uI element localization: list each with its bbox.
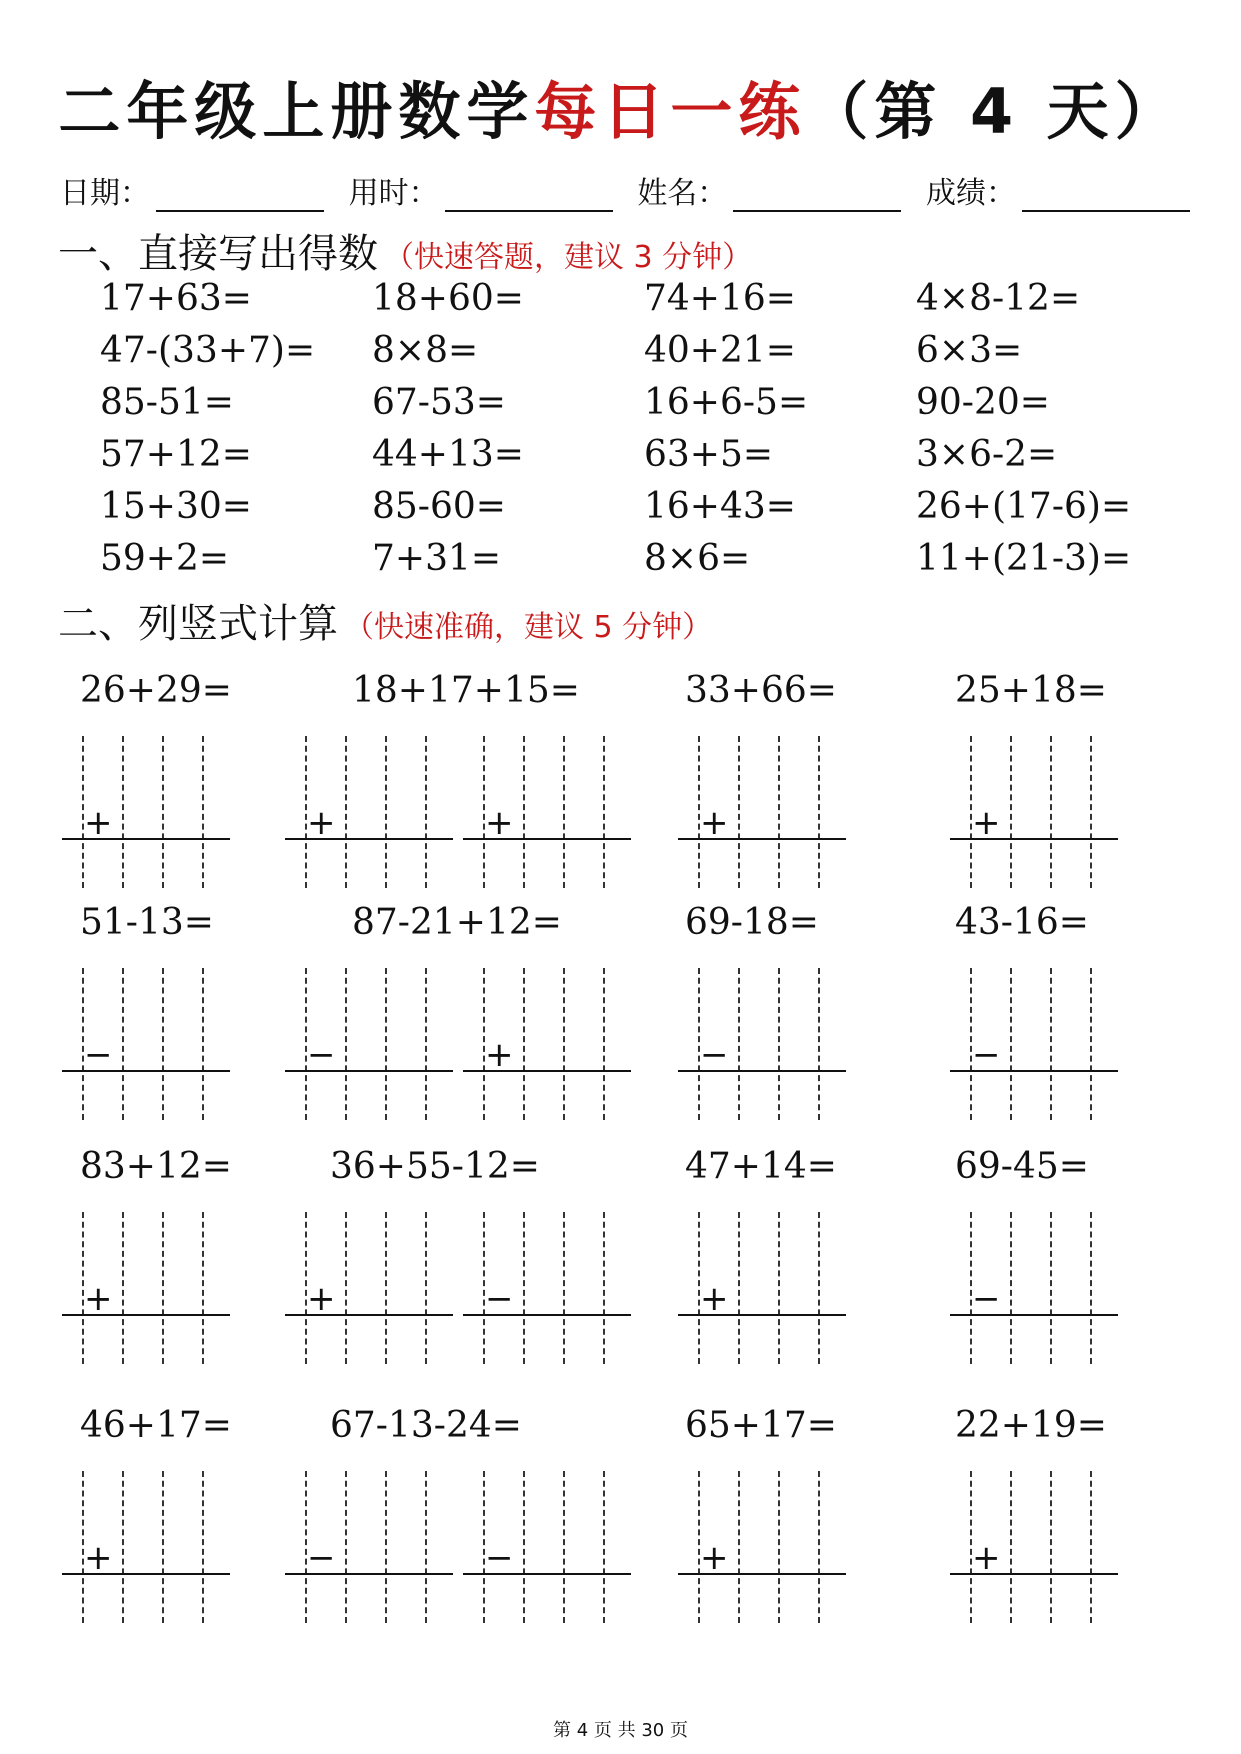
title-main: 二年级上册数学 — [58, 75, 535, 148]
vertical-problem: 69-45= — [955, 1146, 1089, 1187]
operator-sign: − — [307, 1035, 336, 1075]
oral-problem: 15+30= — [100, 486, 252, 527]
vertical-grid-box[interactable] — [950, 1471, 1118, 1623]
worksheet-title — [0, 62, 1241, 151]
grid-dashed-line — [345, 968, 347, 1120]
grid-dashed-line — [122, 1212, 124, 1364]
grid-dashed-line — [122, 1471, 124, 1623]
operator-sign: + — [700, 803, 729, 843]
oral-problem: 3×6-2= — [916, 434, 1058, 475]
grid-dashed-line — [385, 1212, 387, 1364]
grid-dashed-line — [385, 1471, 387, 1623]
oral-problem: 47-(33+7)= — [100, 330, 316, 371]
grid-dashed-line — [425, 1471, 427, 1623]
grid-dashed-line — [778, 1471, 780, 1623]
vertical-grid-box[interactable] — [463, 1471, 631, 1623]
name-label: 姓名： — [637, 176, 728, 211]
grid-dashed-line — [523, 736, 525, 888]
operator-sign: + — [307, 803, 336, 843]
date-field — [60, 168, 324, 212]
operator-sign: − — [972, 1279, 1001, 1319]
grid-dashed-line — [563, 736, 565, 888]
section2-note: （快速准确，建议 5 分钟） — [344, 610, 713, 645]
grid-dashed-line — [202, 1212, 204, 1364]
vertical-row — [0, 670, 1241, 880]
operator-sign: + — [84, 803, 113, 843]
vertical-problem: 67-13-24= — [330, 1405, 522, 1446]
date-label: 日期： — [60, 176, 150, 211]
grid-dashed-line — [345, 1212, 347, 1364]
oral-problem: 6×3= — [916, 330, 1023, 371]
grid-dashed-line — [425, 736, 427, 888]
grid-dashed-line — [738, 1471, 740, 1623]
grid-dashed-line — [1010, 1471, 1012, 1623]
oral-problem: 90-20= — [916, 382, 1050, 423]
oral-problem: 57+12= — [100, 434, 252, 475]
section1-title: 一、直接写出得数 — [58, 231, 378, 277]
grid-dashed-line — [1090, 1212, 1092, 1364]
vertical-problem: 18+17+15= — [352, 670, 580, 711]
oral-problem: 4×8-12= — [916, 278, 1081, 319]
page-footer: 第 4 页 共 30 页 — [553, 1720, 688, 1741]
time-field — [349, 168, 613, 212]
operator-sign: + — [485, 803, 514, 843]
grid-dashed-line — [818, 1212, 820, 1364]
grid-dashed-line — [603, 1212, 605, 1364]
oral-problem: 85-51= — [100, 382, 234, 423]
score-label: 成绩： — [925, 176, 1016, 211]
grid-dashed-line — [202, 736, 204, 888]
grid-dashed-line — [523, 968, 525, 1120]
oral-problem: 8×8= — [372, 330, 479, 371]
vertical-grid-box[interactable] — [285, 736, 453, 888]
grid-dashed-line — [818, 736, 820, 888]
grid-dashed-line — [385, 736, 387, 888]
operator-sign: + — [700, 1279, 729, 1319]
vertical-grid-box[interactable] — [463, 1212, 631, 1364]
oral-problem: 59+2= — [100, 538, 230, 579]
section1-note: （快速答题，建议 3 分钟） — [384, 240, 753, 275]
vertical-problem: 83+12= — [80, 1146, 232, 1187]
vertical-grid-box[interactable] — [678, 736, 846, 888]
vertical-problem: 26+29= — [80, 670, 232, 711]
oral-problem: 11+(21-3)= — [916, 538, 1132, 579]
vertical-problem: 33+66= — [685, 670, 837, 711]
grid-dashed-line — [425, 1212, 427, 1364]
grid-dashed-line — [1010, 1212, 1012, 1364]
grid-dashed-line — [122, 736, 124, 888]
grid-dashed-line — [738, 736, 740, 888]
date-blank[interactable] — [156, 176, 324, 212]
vertical-grid-box[interactable] — [285, 1471, 453, 1623]
vertical-grid-box[interactable] — [463, 736, 631, 888]
vertical-grid-box[interactable] — [62, 968, 230, 1120]
operator-sign: − — [307, 1538, 336, 1578]
grid-dashed-line — [1050, 736, 1052, 888]
operator-sign: + — [485, 1035, 514, 1075]
grid-dashed-line — [345, 1471, 347, 1623]
oral-problem: 7+31= — [372, 538, 502, 579]
name-blank[interactable] — [733, 176, 901, 212]
vertical-grid-box[interactable] — [463, 968, 631, 1120]
vertical-problem: 87-21+12= — [352, 902, 562, 943]
grid-dashed-line — [603, 968, 605, 1120]
grid-dashed-line — [122, 968, 124, 1120]
vertical-problem: 22+19= — [955, 1405, 1107, 1446]
vertical-grid-box[interactable] — [678, 968, 846, 1120]
oral-problem: 18+60= — [372, 278, 524, 319]
grid-dashed-line — [563, 1212, 565, 1364]
grid-dashed-line — [818, 968, 820, 1120]
operator-sign: + — [972, 803, 1001, 843]
vertical-grid-box[interactable] — [285, 1212, 453, 1364]
oral-problem: 67-53= — [372, 382, 506, 423]
grid-dashed-line — [778, 1212, 780, 1364]
oral-problem: 74+16= — [644, 278, 796, 319]
grid-dashed-line — [385, 968, 387, 1120]
grid-dashed-line — [345, 736, 347, 888]
score-field — [926, 168, 1190, 212]
grid-dashed-line — [563, 968, 565, 1120]
grid-dashed-line — [1010, 968, 1012, 1120]
vertical-grid-box[interactable] — [62, 1471, 230, 1623]
operator-sign: + — [84, 1538, 113, 1578]
grid-dashed-line — [738, 1212, 740, 1364]
grid-dashed-line — [603, 736, 605, 888]
vertical-problem: 47+14= — [685, 1146, 837, 1187]
section1-heading — [58, 222, 752, 279]
oral-problem: 26+(17-6)= — [916, 486, 1132, 527]
time-label: 用时： — [348, 176, 439, 211]
grid-dashed-line — [162, 1471, 164, 1623]
grid-dashed-line — [202, 1471, 204, 1623]
vertical-row — [0, 1146, 1241, 1356]
oral-problem: 85-60= — [372, 486, 506, 527]
section2-title: 二、列竖式计算 — [58, 601, 338, 647]
operator-sign: + — [307, 1279, 336, 1319]
oral-problem: 16+6-5= — [644, 382, 809, 423]
grid-dashed-line — [162, 968, 164, 1120]
operator-sign: − — [485, 1538, 514, 1578]
vertical-problem: 43-16= — [955, 902, 1089, 943]
grid-dashed-line — [162, 736, 164, 888]
grid-dashed-line — [202, 968, 204, 1120]
vertical-problem: 69-18= — [685, 902, 819, 943]
operator-sign: − — [485, 1279, 514, 1319]
title-suffix: （第 4 天） — [806, 75, 1183, 148]
grid-dashed-line — [778, 968, 780, 1120]
operator-sign: − — [972, 1035, 1001, 1075]
vertical-grid-box[interactable] — [678, 1212, 846, 1364]
vertical-problem: 46+17= — [80, 1405, 232, 1446]
oral-problem: 16+43= — [644, 486, 796, 527]
vertical-problem: 25+18= — [955, 670, 1107, 711]
vertical-grid-box[interactable] — [62, 1212, 230, 1364]
grid-dashed-line — [1050, 1212, 1052, 1364]
grid-dashed-line — [563, 1471, 565, 1623]
oral-problem: 40+21= — [644, 330, 796, 371]
grid-dashed-line — [523, 1212, 525, 1364]
grid-dashed-line — [162, 1212, 164, 1364]
operator-sign: + — [84, 1279, 113, 1319]
grid-dashed-line — [1050, 968, 1052, 1120]
grid-dashed-line — [1050, 1471, 1052, 1623]
title-accent: 每日一练 — [534, 75, 807, 148]
oral-problem: 17+63= — [100, 278, 252, 319]
vertical-row — [0, 902, 1241, 1112]
vertical-grid-box[interactable] — [285, 968, 453, 1120]
operator-sign: − — [84, 1035, 113, 1075]
grid-dashed-line — [778, 736, 780, 888]
name-field — [637, 168, 901, 212]
oral-problem: 8×6= — [644, 538, 751, 579]
vertical-problem: 51-13= — [80, 902, 214, 943]
vertical-row — [0, 1405, 1241, 1615]
vertical-problem: 36+55-12= — [330, 1146, 540, 1187]
grid-dashed-line — [603, 1471, 605, 1623]
operator-sign: + — [700, 1538, 729, 1578]
oral-problems-grid — [100, 280, 1220, 578]
time-blank[interactable] — [445, 176, 613, 212]
info-row — [60, 168, 1190, 212]
grid-dashed-line — [1010, 736, 1012, 888]
grid-dashed-line — [1090, 1471, 1092, 1623]
score-blank[interactable] — [1022, 176, 1190, 212]
oral-problem: 44+13= — [372, 434, 524, 475]
vertical-grid-box[interactable] — [950, 1212, 1118, 1364]
grid-dashed-line — [1090, 736, 1092, 888]
operator-sign: + — [972, 1538, 1001, 1578]
section2-heading — [58, 592, 712, 649]
grid-dashed-line — [818, 1471, 820, 1623]
oral-problem: 63+5= — [644, 434, 774, 475]
grid-dashed-line — [425, 968, 427, 1120]
vertical-grid-box[interactable] — [62, 736, 230, 888]
grid-dashed-line — [738, 968, 740, 1120]
grid-dashed-line — [523, 1471, 525, 1623]
vertical-grid-box[interactable] — [950, 968, 1118, 1120]
operator-sign: − — [700, 1035, 729, 1075]
vertical-grid-box[interactable] — [950, 736, 1118, 888]
vertical-grid-box[interactable] — [678, 1471, 846, 1623]
grid-dashed-line — [1090, 968, 1092, 1120]
vertical-problem: 65+17= — [685, 1405, 837, 1446]
